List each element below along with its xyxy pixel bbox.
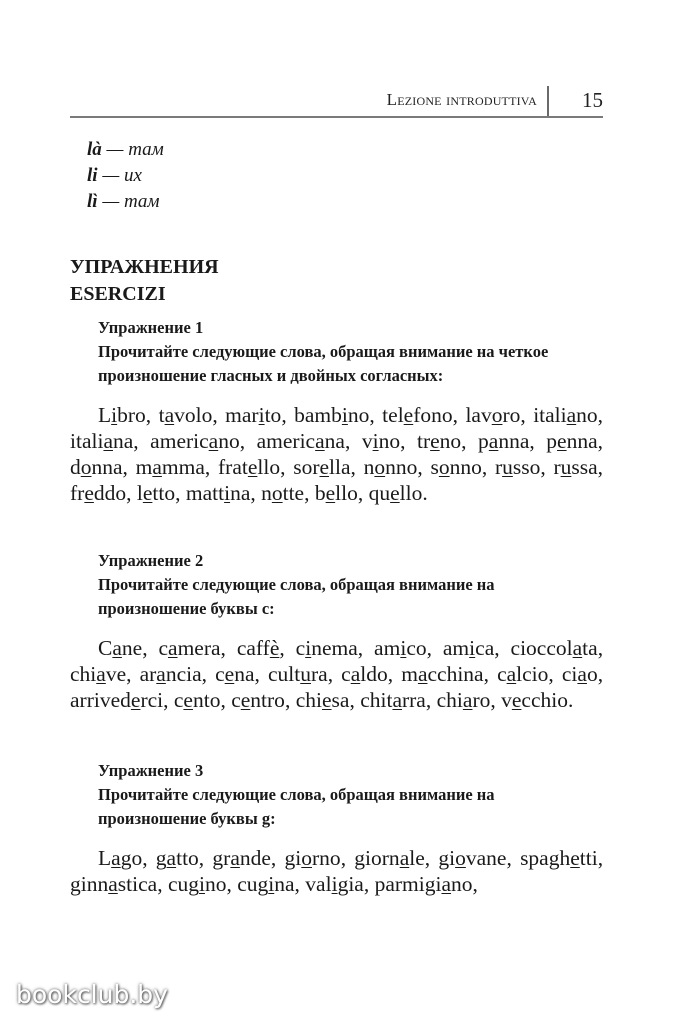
section-heading bbox=[70, 254, 219, 308]
word: fratello bbox=[218, 455, 281, 479]
stressed-vowel: o bbox=[374, 455, 386, 479]
exercise-title: Упражнение 1 bbox=[98, 318, 204, 337]
stressed-vowel: e bbox=[570, 846, 580, 870]
word: bambino bbox=[294, 403, 370, 427]
stressed-vowel: a bbox=[164, 403, 175, 427]
stressed-vowel: u bbox=[502, 455, 513, 479]
exercise-3 bbox=[70, 759, 603, 897]
stressed-vowel: a bbox=[112, 636, 122, 660]
word: ciao bbox=[561, 662, 598, 686]
stressed-vowel: i bbox=[198, 872, 205, 896]
stressed-vowel: a bbox=[572, 636, 583, 660]
stressed-vowel: o bbox=[438, 455, 450, 479]
stressed-vowel: a bbox=[417, 662, 428, 686]
stressed-vowel: e bbox=[325, 481, 336, 505]
stressed-vowel: a bbox=[156, 662, 166, 686]
vocab-translation: их bbox=[123, 165, 142, 186]
stressed-vowel: e bbox=[130, 688, 141, 712]
word: freddo bbox=[70, 481, 127, 505]
word: mattina bbox=[185, 481, 251, 505]
word: gatto bbox=[155, 846, 199, 870]
word: amica bbox=[442, 636, 495, 660]
word: arancia bbox=[139, 662, 202, 686]
vocab-dash: — bbox=[97, 165, 124, 186]
stressed-vowel: a bbox=[168, 636, 178, 660]
stressed-vowel: e bbox=[557, 429, 567, 453]
word: valigia bbox=[305, 872, 364, 896]
section-title-it: ESERCIZI bbox=[70, 283, 166, 305]
running-head: Lezione introduttiva bbox=[386, 90, 537, 109]
exercise-title: Упражнение 2 bbox=[98, 551, 204, 570]
stressed-vowel: i bbox=[111, 403, 118, 427]
stressed-vowel: a bbox=[399, 846, 410, 870]
stressed-vowel: e bbox=[390, 481, 400, 505]
stressed-vowel: i bbox=[341, 403, 348, 427]
stressed-vowel: i bbox=[258, 403, 265, 427]
stressed-vowel: a bbox=[488, 429, 499, 453]
vocab-word: li bbox=[87, 165, 98, 186]
stressed-vowel: a bbox=[315, 429, 325, 453]
stressed-vowel: i bbox=[224, 481, 231, 505]
word: marito bbox=[225, 403, 282, 427]
stressed-vowel: e bbox=[319, 455, 330, 479]
header-divider-vertical bbox=[547, 86, 549, 117]
stressed-vowel: a bbox=[566, 403, 577, 427]
word: russa bbox=[553, 455, 598, 479]
word: americano bbox=[150, 429, 240, 453]
word: Cane bbox=[98, 636, 143, 660]
stressed-vowel: o bbox=[271, 481, 283, 505]
stressed-vowel: e bbox=[403, 403, 414, 427]
exercise-word-list: Libro, tavolo, marito, bambino, telefono, lavoro, italiano, italiana, americano, americana, vino, treno, panna, penna, donna, mamma, fratello, sorella, nonno, sonno, russo, russa, freddo, letto, mattina, notte, bello, quello. bbox=[70, 403, 604, 505]
stressed-vowel: a bbox=[577, 662, 587, 686]
vocab-list bbox=[87, 137, 164, 215]
stressed-vowel: e bbox=[142, 481, 153, 505]
word: spaghetti bbox=[520, 846, 598, 870]
stressed-vowel: e bbox=[511, 688, 522, 712]
word: caffè bbox=[236, 636, 280, 660]
stressed-vowel: i bbox=[400, 636, 407, 660]
stressed-vowel: e bbox=[247, 455, 258, 479]
stressed-vowel: a bbox=[166, 846, 177, 870]
watermark: bookclub.by bbox=[16, 980, 168, 1009]
exercise-1 bbox=[70, 316, 603, 506]
word: vecchio bbox=[501, 688, 568, 712]
stressed-vowel: a bbox=[506, 662, 517, 686]
stressed-vowel: u bbox=[560, 455, 572, 479]
word: panna bbox=[478, 429, 530, 453]
exercise-instruction: Прочитайте следующие слова, обращая внимание на четкое произношение гласных и двойных согласных: bbox=[98, 342, 549, 385]
vocab-dash: — bbox=[101, 139, 129, 160]
word: Libro bbox=[98, 403, 146, 427]
stressed-vowel: e bbox=[183, 688, 193, 712]
word: italiana bbox=[70, 429, 134, 453]
word: russo bbox=[494, 455, 541, 479]
word: chitarra bbox=[360, 688, 426, 712]
word: italiano bbox=[533, 403, 598, 427]
exercise-title: Упражнение 3 bbox=[98, 761, 204, 780]
word: vino bbox=[361, 429, 401, 453]
stressed-vowel: o bbox=[301, 846, 313, 870]
page-number: 15 bbox=[582, 88, 603, 112]
stressed-vowel: i bbox=[305, 636, 312, 660]
stressed-vowel: u bbox=[300, 662, 311, 686]
word: giovane bbox=[438, 846, 507, 870]
word: treno bbox=[416, 429, 462, 453]
exercise-instruction: Прочитайте следующие слова, обращая внимание на произношение буквы c: bbox=[98, 575, 495, 618]
exercise-word-list: Lago, gatto, grande, giorno, giornale, giovane, spaghetti, ginnastica, cugino, cugina, valigia, parmigiano, bbox=[70, 846, 604, 896]
vocab-entry bbox=[87, 163, 164, 189]
vocab-entry bbox=[87, 189, 164, 215]
word: cento bbox=[173, 688, 221, 712]
exercise-2 bbox=[70, 549, 603, 713]
stressed-vowel: i bbox=[331, 872, 338, 896]
header-rule bbox=[70, 116, 603, 118]
stressed-vowel: o bbox=[80, 455, 92, 479]
stressed-vowel: a bbox=[103, 429, 113, 453]
stressed-vowel: a bbox=[462, 688, 473, 712]
word: cinema bbox=[295, 636, 358, 660]
word: penna bbox=[546, 429, 598, 453]
stressed-vowel: i bbox=[268, 872, 275, 896]
word: arrivederci bbox=[70, 688, 164, 712]
word: bello bbox=[314, 481, 358, 505]
word: notte bbox=[261, 481, 305, 505]
word: chiesa bbox=[295, 688, 350, 712]
word: americana bbox=[256, 429, 345, 453]
stressed-vowel: a bbox=[392, 688, 402, 712]
section-title-ru: УПРАЖНЕНИЯ bbox=[70, 256, 219, 278]
stressed-vowel: e bbox=[84, 481, 94, 505]
word: grande bbox=[212, 846, 271, 870]
exercise-instruction: Прочитайте следующие слова, обращая внимание на произношение буквы g: bbox=[98, 785, 495, 828]
stressed-vowel: o bbox=[491, 403, 503, 427]
stressed-vowel: e bbox=[430, 429, 440, 453]
word: camera bbox=[158, 636, 221, 660]
exercise-word-list: Cane, camera, caffè, cinema, amico, amica, cioccolata, chiave, arancia, cena, cultura, caldo, macchina, calcio, ciao, arrivederci, cento, centro, chiesa, chitarra, chiaro, vecchio. bbox=[70, 636, 604, 712]
stressed-vowel: i bbox=[469, 636, 476, 660]
word: amico bbox=[374, 636, 427, 660]
stressed-vowel: a bbox=[208, 429, 219, 453]
vocab-word: là bbox=[87, 139, 102, 160]
stressed-vowel: e bbox=[224, 662, 235, 686]
word: tavolo bbox=[158, 403, 213, 427]
stressed-vowel: e bbox=[240, 688, 251, 712]
word: cioccolata bbox=[510, 636, 598, 660]
stressed-vowel: a bbox=[152, 455, 162, 479]
word: giorno bbox=[284, 846, 341, 870]
vocab-entry bbox=[87, 137, 164, 163]
word: cugino bbox=[167, 872, 227, 896]
word: mamma bbox=[135, 455, 205, 479]
word: chiaro bbox=[436, 688, 491, 712]
stressed-vowel: o bbox=[455, 846, 466, 870]
stressed-vowel: i bbox=[372, 429, 379, 453]
word: telefono bbox=[382, 403, 453, 427]
word: parmigiano bbox=[374, 872, 473, 896]
word: sorella bbox=[293, 455, 351, 479]
word: sonno bbox=[430, 455, 482, 479]
stressed-vowel: a bbox=[108, 872, 118, 896]
stressed-vowel: è bbox=[269, 636, 280, 660]
stressed-vowel: a bbox=[96, 662, 106, 686]
vocab-translation: там bbox=[123, 191, 160, 212]
word: quello bbox=[368, 481, 423, 505]
word: cugina bbox=[237, 872, 295, 896]
word: donna bbox=[70, 455, 123, 479]
word: centro bbox=[231, 688, 285, 712]
stressed-vowel: a bbox=[350, 662, 361, 686]
stressed-vowel: a bbox=[441, 872, 452, 896]
vocab-translation: там bbox=[128, 139, 164, 160]
word: nonno bbox=[363, 455, 418, 479]
word: letto bbox=[136, 481, 176, 505]
word: ginnastica bbox=[70, 872, 158, 896]
word: giornale bbox=[354, 846, 425, 870]
word: lavoro bbox=[465, 403, 521, 427]
word: macchina bbox=[401, 662, 484, 686]
word: cultura bbox=[267, 662, 328, 686]
word: Lago bbox=[98, 846, 143, 870]
stressed-vowel: a bbox=[230, 846, 240, 870]
word: caldo bbox=[341, 662, 388, 686]
stressed-vowel: a bbox=[111, 846, 121, 870]
word: cena bbox=[215, 662, 255, 686]
word: calcio bbox=[497, 662, 549, 686]
stressed-vowel: e bbox=[321, 688, 332, 712]
vocab-word: lì bbox=[87, 191, 98, 212]
word: chiave bbox=[70, 662, 127, 686]
vocab-dash: — bbox=[97, 191, 124, 212]
